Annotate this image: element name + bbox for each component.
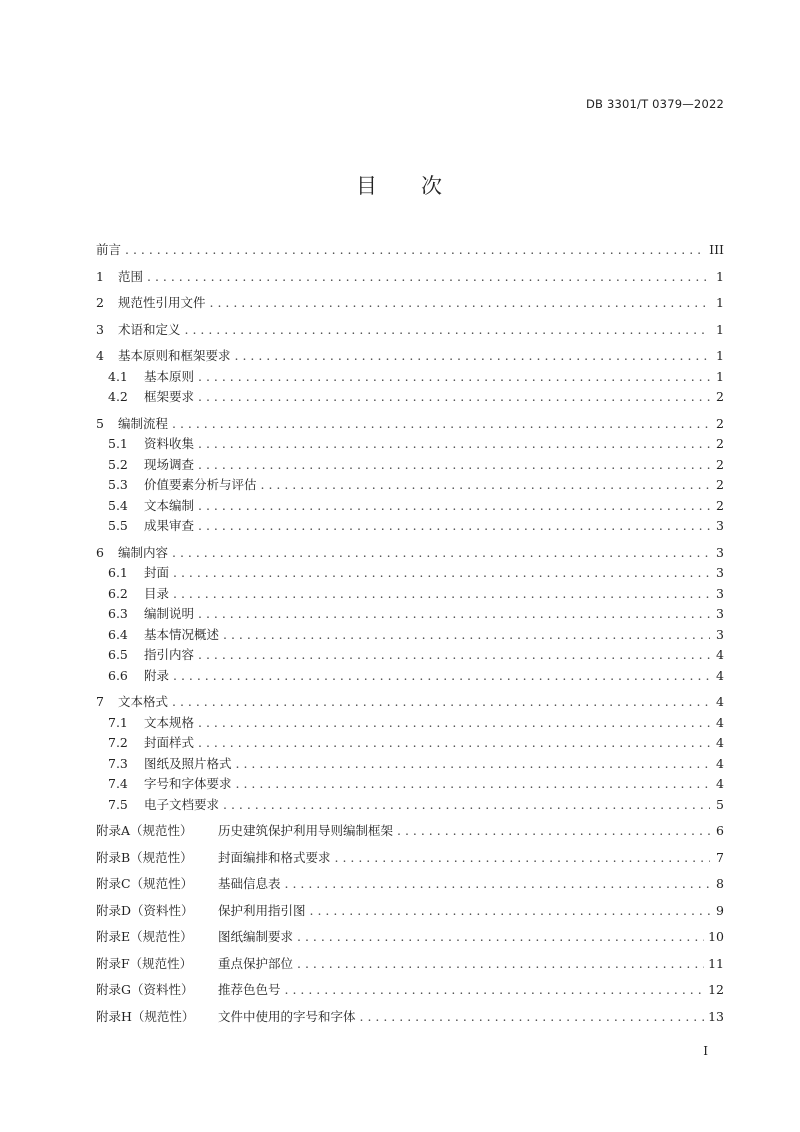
toc-entry-title: 编制内容 — [118, 544, 169, 560]
toc-entry[interactable] — [96, 320, 724, 341]
toc-entry-title: 编制流程 — [118, 415, 169, 431]
toc-entry-number: 5 — [96, 415, 104, 431]
page-title — [0, 170, 800, 200]
toc-entry[interactable] — [96, 414, 724, 435]
toc-entry[interactable] — [96, 927, 724, 948]
toc-leader-dots — [172, 692, 710, 713]
toc-entry-number: 2 — [96, 295, 104, 310]
toc-entry-page: 2 — [716, 456, 724, 472]
toc-entry-number: 7.5 — [108, 796, 128, 812]
toc-entry-page: 4 — [716, 694, 724, 709]
toc-entry-page: 12 — [708, 982, 724, 997]
toc-entry-number: 7.4 — [108, 776, 128, 791]
toc-entry[interactable] — [96, 692, 724, 713]
toc-entry-title: 目录 — [144, 585, 170, 601]
toc-entry-number: 4 — [96, 348, 104, 363]
toc-entry-title: 文本编制 — [144, 497, 195, 513]
toc-entry-number: 1 — [96, 268, 104, 284]
toc-entry-title: 附录 — [144, 667, 170, 683]
toc-entry-title: 术语和定义 — [118, 321, 181, 337]
toc-entry[interactable] — [96, 563, 724, 584]
toc-entry-page: 3 — [716, 544, 724, 560]
toc-entry[interactable] — [96, 821, 724, 842]
toc-entry-number: 4.2 — [108, 389, 128, 404]
toc-entry-number: 5.4 — [108, 497, 128, 513]
toc-entry-number: 附录A（规范性） — [96, 823, 193, 838]
toc-leader-dots — [397, 821, 710, 842]
toc-entry-number: 5.5 — [108, 518, 128, 533]
toc-entry-number: 6.1 — [108, 565, 128, 580]
toc-entry-number: 6.4 — [108, 626, 128, 642]
toc-entry-page: 4 — [716, 667, 724, 683]
toc-entry-title: 推荐色色号 — [218, 982, 281, 997]
toc-entry-page: 8 — [716, 876, 724, 891]
toc-entry-number: 5.2 — [108, 456, 128, 472]
toc-entry-number: 6.3 — [108, 606, 128, 621]
toc-leader-dots — [210, 293, 710, 314]
toc-entry-page: 13 — [708, 1008, 724, 1024]
toc-entry[interactable] — [96, 240, 724, 261]
toc-leader-dots — [198, 387, 710, 408]
toc-leader-dots — [310, 901, 710, 922]
toc-entry[interactable] — [96, 774, 724, 795]
toc-entry-page: 4 — [716, 647, 724, 662]
toc-leader-dots — [360, 1007, 705, 1028]
toc-leader-dots — [235, 346, 710, 367]
toc-leader-dots — [147, 267, 710, 288]
toc-entry-title: 电子文档要求 — [144, 796, 220, 812]
toc-entry-title: 文本规格 — [144, 714, 195, 730]
toc-leader-dots — [236, 774, 710, 795]
toc-entry-page: 4 — [716, 776, 724, 791]
toc-entry-number: 7.2 — [108, 735, 128, 750]
toc-entry-number: 附录B（规范性） — [96, 849, 193, 865]
toc-entry-title: 前言 — [96, 242, 122, 257]
toc-entry-title: 封面样式 — [144, 735, 195, 750]
toc-entry-number: 附录G（资料性） — [96, 982, 194, 997]
toc-entry[interactable] — [96, 713, 724, 734]
toc-entry-page: 2 — [716, 477, 724, 492]
toc-entry-page: 11 — [708, 955, 724, 971]
toc-entry[interactable] — [96, 874, 724, 895]
table-of-contents — [96, 240, 724, 1027]
toc-entry-page: 3 — [716, 585, 724, 601]
toc-entry-number: 附录F（规范性） — [96, 955, 193, 971]
toc-entry-title: 基本原则 — [144, 368, 195, 384]
toc-entry-number: 5.1 — [108, 436, 128, 451]
toc-entry[interactable] — [96, 625, 724, 646]
toc-entry-number: 6.6 — [108, 667, 128, 683]
toc-entry-number: 6.5 — [108, 647, 128, 662]
toc-entry[interactable] — [96, 516, 724, 537]
toc-entry[interactable] — [96, 1007, 724, 1028]
toc-entry-number: 附录C（规范性） — [96, 876, 194, 891]
toc-entry-number: 6.2 — [108, 585, 128, 601]
toc-entry-title: 范围 — [118, 268, 144, 284]
toc-entry-title: 历史建筑保护利用导则编制框架 — [218, 823, 394, 838]
toc-entry[interactable] — [96, 267, 724, 288]
toc-leader-dots — [261, 475, 710, 496]
toc-entry[interactable] — [96, 604, 724, 625]
toc-leader-dots — [335, 848, 710, 869]
toc-entry[interactable] — [96, 733, 724, 754]
toc-entry-page: 3 — [716, 565, 724, 580]
toc-entry[interactable] — [96, 475, 724, 496]
toc-entry-title: 重点保护部位 — [218, 955, 294, 971]
toc-entry-title: 框架要求 — [144, 389, 195, 404]
toc-leader-dots — [172, 543, 710, 564]
toc-entry-title: 文件中使用的字号和字体 — [218, 1008, 356, 1024]
toc-entry-title: 图纸及照片格式 — [144, 755, 232, 771]
toc-entry-page: 7 — [716, 849, 724, 865]
toc-leader-dots — [297, 954, 704, 975]
toc-leader-dots — [198, 367, 710, 388]
toc-entry-title: 资料收集 — [144, 436, 195, 451]
toc-entry-title: 图纸编制要求 — [218, 929, 294, 944]
toc-entry-page: 2 — [716, 497, 724, 513]
standard-number: DB 3301/T 0379—2022 — [585, 97, 724, 111]
toc-entry[interactable] — [96, 387, 724, 408]
toc-entry-title: 保护利用指引图 — [218, 902, 306, 918]
toc-entry[interactable] — [96, 795, 724, 816]
toc-entry[interactable] — [96, 848, 724, 869]
toc-entry-page: 1 — [716, 368, 724, 384]
toc-entry-title: 基本原则和框架要求 — [118, 348, 231, 363]
toc-entry-page: 2 — [716, 415, 724, 431]
toc-entry-number: 7.3 — [108, 755, 128, 771]
toc-entry-title: 价值要素分析与评估 — [144, 477, 257, 492]
toc-entry-page: 10 — [708, 929, 724, 944]
toc-entry-number: 6 — [96, 544, 104, 560]
toc-leader-dots — [285, 980, 705, 1001]
toc-entry-title: 成果审查 — [144, 518, 195, 533]
toc-leader-dots — [198, 733, 710, 754]
toc-entry[interactable] — [96, 980, 724, 1001]
toc-entry-page: III — [709, 242, 724, 257]
toc-entry[interactable] — [96, 543, 724, 564]
toc-leader-dots — [125, 240, 705, 261]
toc-leader-dots — [198, 645, 710, 666]
toc-entry-number: 附录D（资料性） — [96, 902, 194, 918]
toc-entry[interactable] — [96, 666, 724, 687]
toc-entry-number: 7 — [96, 694, 104, 709]
toc-leader-dots — [297, 927, 704, 948]
toc-entry-number: 3 — [96, 321, 104, 337]
toc-leader-dots — [223, 625, 710, 646]
toc-entry-page: 4 — [716, 755, 724, 771]
footer-page-number: I — [703, 1044, 708, 1058]
toc-entry-page: 2 — [716, 436, 724, 451]
toc-entry-title: 规范性引用文件 — [118, 295, 206, 310]
toc-entry-number: 5.3 — [108, 477, 128, 492]
toc-entry[interactable] — [96, 346, 724, 367]
toc-entry-title: 指引内容 — [144, 647, 195, 662]
toc-entry-title: 基础信息表 — [218, 876, 281, 891]
toc-entry-title: 编制说明 — [144, 606, 195, 621]
toc-entry-page: 1 — [716, 321, 724, 337]
title-part-1: 目 — [356, 174, 379, 198]
toc-leader-dots — [223, 795, 710, 816]
toc-entry-page: 3 — [716, 626, 724, 642]
toc-entry[interactable] — [96, 455, 724, 476]
toc-entry-title: 文本格式 — [118, 694, 169, 709]
toc-entry[interactable] — [96, 293, 724, 314]
toc-entry-number: 4.1 — [108, 368, 128, 384]
toc-entry[interactable] — [96, 754, 724, 775]
toc-entry-page: 1 — [716, 268, 724, 284]
toc-leader-dots — [185, 320, 710, 341]
toc-entry-page: 9 — [716, 902, 724, 918]
toc-entry[interactable] — [96, 645, 724, 666]
toc-entry-number: 7.1 — [108, 714, 128, 730]
toc-leader-dots — [198, 496, 710, 517]
toc-leader-dots — [198, 434, 710, 455]
toc-leader-dots — [173, 563, 710, 584]
toc-leader-dots — [198, 604, 710, 625]
toc-leader-dots — [172, 414, 710, 435]
toc-entry-title: 封面编排和格式要求 — [218, 849, 331, 865]
toc-entry-title: 封面 — [144, 565, 170, 580]
toc-leader-dots — [285, 874, 710, 895]
toc-entry-title: 现场调查 — [144, 456, 195, 472]
toc-entry-page: 5 — [716, 796, 724, 812]
toc-leader-dots — [198, 713, 710, 734]
toc-leader-dots — [173, 666, 710, 687]
toc-entry-number: 附录E（规范性） — [96, 929, 193, 944]
toc-entry-page: 3 — [716, 518, 724, 533]
toc-entry[interactable] — [96, 584, 724, 605]
toc-entry[interactable] — [96, 434, 724, 455]
toc-leader-dots — [198, 516, 710, 537]
toc-leader-dots — [236, 754, 710, 775]
title-part-2: 次 — [421, 174, 444, 198]
toc-leader-dots — [173, 584, 710, 605]
toc-entry[interactable] — [96, 901, 724, 922]
toc-entry-number: 附录H（规范性） — [96, 1008, 195, 1024]
toc-entry[interactable] — [96, 954, 724, 975]
toc-entry-page: 4 — [716, 735, 724, 750]
toc-leader-dots — [198, 455, 710, 476]
toc-entry-page: 6 — [716, 823, 724, 838]
toc-entry-page: 3 — [716, 606, 724, 621]
toc-entry-page: 4 — [716, 714, 724, 730]
toc-entry[interactable] — [96, 367, 724, 388]
toc-entry-title: 基本情况概述 — [144, 626, 220, 642]
toc-entry-page: 1 — [716, 295, 724, 310]
toc-entry-page: 1 — [716, 348, 724, 363]
toc-entry-page: 2 — [716, 389, 724, 404]
toc-entry-title: 字号和字体要求 — [144, 776, 232, 791]
toc-entry[interactable] — [96, 496, 724, 517]
